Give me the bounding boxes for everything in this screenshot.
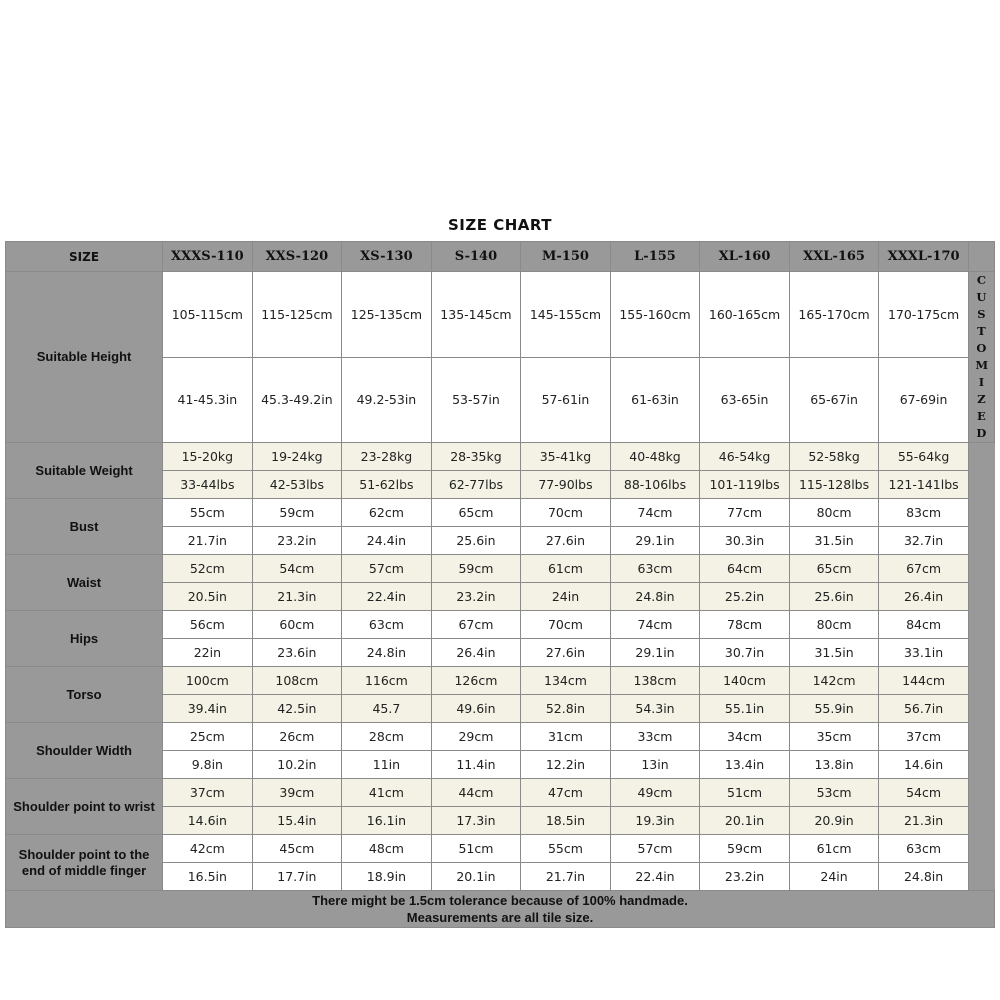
value-cell: 10.2in [252,751,342,779]
measurement-row-metric [6,499,995,527]
value-cell: 142cm [789,667,879,695]
value-cell: 21.3in [252,583,342,611]
value-cell: 67-69in [879,357,969,443]
value-cell: 17.7in [252,863,342,891]
value-cell: 59cm [700,835,790,863]
measurement-note: Measurements are all tile size. [406,910,594,925]
value-cell: 22.4in [610,863,700,891]
tolerance-note: There might be 1.5cm tolerance because of 100% handmade. [312,893,688,908]
value-cell: 62cm [342,499,432,527]
value-cell: 53-57in [431,357,521,443]
value-cell: 59cm [252,499,342,527]
value-cell: 101-119lbs [700,471,790,499]
value-cell: 24in [789,863,879,891]
header-row [6,242,995,272]
size-chart-table [5,241,995,928]
value-cell: 121-141lbs [879,471,969,499]
value-cell: 25.6in [789,583,879,611]
footer-note [6,891,995,928]
value-cell: 74cm [610,611,700,639]
value-cell: 20.5in [163,583,253,611]
value-cell: 63cm [879,835,969,863]
value-cell: 165-170cm [789,272,879,358]
measurement-row-metric [6,835,995,863]
value-cell: 78cm [700,611,790,639]
value-cell: 51cm [700,779,790,807]
value-cell: 21.3in [879,807,969,835]
value-cell: 18.9in [342,863,432,891]
value-cell: 23.2in [431,583,521,611]
measurement-label: Shoulder Width [6,723,163,779]
size-column-header: XXXS-110 [163,242,253,272]
value-cell: 26.4in [879,583,969,611]
value-cell: 64cm [700,555,790,583]
measurement-row-metric [6,443,995,471]
value-cell: 62-77lbs [431,471,521,499]
value-cell: 74cm [610,499,700,527]
customized-label: CUSTOMIZED [975,273,989,440]
value-cell: 23.6in [252,639,342,667]
value-cell: 32.7in [879,527,969,555]
value-cell: 63cm [342,611,432,639]
measurement-label: Suitable Weight [6,443,163,499]
value-cell: 100cm [163,667,253,695]
value-cell: 19-24kg [252,443,342,471]
value-cell: 67cm [879,555,969,583]
value-cell: 39cm [252,779,342,807]
measurement-label: Shoulder point to wrist [6,779,163,835]
measurement-group [6,555,995,611]
size-column-header: M-150 [521,242,611,272]
value-cell: 35-41kg [521,443,611,471]
value-cell: 61-63in [610,357,700,443]
measurement-label: Waist [6,555,163,611]
measurement-label: Bust [6,499,163,555]
value-cell: 30.3in [700,527,790,555]
value-cell: 51cm [431,835,521,863]
value-cell: 11in [342,751,432,779]
value-cell: 170-175cm [879,272,969,358]
measurement-row-metric [6,611,995,639]
value-cell: 17.3in [431,807,521,835]
value-cell: 42.5in [252,695,342,723]
value-cell: 65cm [431,499,521,527]
value-cell: 125-135cm [342,272,432,358]
value-cell: 37cm [879,723,969,751]
value-cell: 14.6in [163,807,253,835]
value-cell: 42-53lbs [252,471,342,499]
value-cell: 108cm [252,667,342,695]
value-cell: 16.5in [163,863,253,891]
size-column-header: XXXL-170 [879,242,969,272]
value-cell: 39.4in [163,695,253,723]
value-cell: 77cm [700,499,790,527]
value-cell: 47cm [521,779,611,807]
value-cell: 61cm [789,835,879,863]
value-cell: 52.8in [521,695,611,723]
value-cell: 80cm [789,499,879,527]
value-cell: 24.8in [610,583,700,611]
value-cell: 35cm [789,723,879,751]
value-cell: 37cm [163,779,253,807]
value-cell: 54cm [252,555,342,583]
value-cell: 21.7in [163,527,253,555]
value-cell: 23.2in [252,527,342,555]
measurement-label: Hips [6,611,163,667]
measurement-label: Shoulder point to the end of middle finger [6,835,163,891]
value-cell: 18.5in [521,807,611,835]
value-cell: 52cm [163,555,253,583]
value-cell: 33cm [610,723,700,751]
value-cell: 46-54kg [700,443,790,471]
value-cell: 52-58kg [789,443,879,471]
size-column-header: L-155 [610,242,700,272]
measurement-group [6,835,995,891]
value-cell: 59cm [431,555,521,583]
measurement-row-metric [6,779,995,807]
measurement-group [6,272,995,443]
value-cell: 20.1in [431,863,521,891]
measurement-group [6,499,995,555]
value-cell: 55cm [163,499,253,527]
value-cell: 54.3in [610,695,700,723]
size-column-header: XXS-120 [252,242,342,272]
value-cell: 33-44lbs [163,471,253,499]
value-cell: 22in [163,639,253,667]
value-cell: 65cm [789,555,879,583]
value-cell: 53cm [789,779,879,807]
value-cell: 16.1in [342,807,432,835]
value-cell: 57cm [342,555,432,583]
value-cell: 25cm [163,723,253,751]
value-cell: 55cm [521,835,611,863]
value-cell: 83cm [879,499,969,527]
value-cell: 29.1in [610,639,700,667]
value-cell: 77-90lbs [521,471,611,499]
value-cell: 49.6in [431,695,521,723]
value-cell: 31.5in [789,639,879,667]
value-cell: 84cm [879,611,969,639]
measurement-group [6,667,995,723]
chart-title: SIZE CHART [447,216,552,234]
value-cell: 27.6in [521,527,611,555]
value-cell: 126cm [431,667,521,695]
value-cell: 20.9in [789,807,879,835]
size-header-cell: SIZE [6,242,163,272]
value-cell: 33.1in [879,639,969,667]
value-cell: 61cm [521,555,611,583]
value-cell: 48cm [342,835,432,863]
value-cell: 88-106lbs [610,471,700,499]
value-cell: 55-64kg [879,443,969,471]
value-cell: 160-165cm [700,272,790,358]
value-cell: 19.3in [610,807,700,835]
value-cell: 54cm [879,779,969,807]
value-cell: 67cm [431,611,521,639]
value-cell: 134cm [521,667,611,695]
measurement-label: Suitable Height [6,272,163,443]
value-cell: 145-155cm [521,272,611,358]
measurement-row-metric [6,272,995,358]
measurement-group [6,779,995,835]
value-cell: 42cm [163,835,253,863]
value-cell: 51-62lbs [342,471,432,499]
value-cell: 115-128lbs [789,471,879,499]
customized-column [968,272,994,443]
value-cell: 24.4in [342,527,432,555]
value-cell: 56.7in [879,695,969,723]
value-cell: 24.8in [879,863,969,891]
value-cell: 15.4in [252,807,342,835]
size-column-header: XXL-165 [789,242,879,272]
value-cell: 27.6in [521,639,611,667]
value-cell: 155-160cm [610,272,700,358]
value-cell: 70cm [521,611,611,639]
value-cell: 80cm [789,611,879,639]
value-cell: 105-115cm [163,272,253,358]
value-cell: 56cm [163,611,253,639]
value-cell: 55.9in [789,695,879,723]
value-cell: 29.1in [610,527,700,555]
value-cell: 15-20kg [163,443,253,471]
value-cell: 13.4in [700,751,790,779]
value-cell: 138cm [610,667,700,695]
value-cell: 45.3-49.2in [252,357,342,443]
measurement-group [6,611,995,667]
value-cell: 63cm [610,555,700,583]
value-cell: 41cm [342,779,432,807]
value-cell: 28-35kg [431,443,521,471]
value-cell: 63-65in [700,357,790,443]
value-cell: 44cm [431,779,521,807]
measurement-group [6,443,995,499]
value-cell: 26cm [252,723,342,751]
value-cell: 41-45.3in [163,357,253,443]
value-cell: 57-61in [521,357,611,443]
value-cell: 26.4in [431,639,521,667]
value-cell: 14.6in [879,751,969,779]
value-cell: 115-125cm [252,272,342,358]
value-cell: 45.7 [342,695,432,723]
value-cell: 144cm [879,667,969,695]
size-column-header: XL-160 [700,242,790,272]
value-cell: 29cm [431,723,521,751]
value-cell: 11.4in [431,751,521,779]
measurement-row-metric [6,667,995,695]
value-cell: 25.6in [431,527,521,555]
value-cell: 25.2in [700,583,790,611]
measurement-group [6,723,995,779]
value-cell: 55.1in [700,695,790,723]
value-cell: 20.1in [700,807,790,835]
size-column-header: XS-130 [342,242,432,272]
value-cell: 45cm [252,835,342,863]
value-cell: 140cm [700,667,790,695]
footer-row [6,891,995,928]
value-cell: 40-48kg [610,443,700,471]
value-cell: 23.2in [700,863,790,891]
header-filler [968,242,994,272]
value-cell: 57cm [610,835,700,863]
value-cell: 31.5in [789,527,879,555]
value-cell: 13in [610,751,700,779]
value-cell: 24.8in [342,639,432,667]
measurement-row-metric [6,723,995,751]
value-cell: 70cm [521,499,611,527]
value-cell: 65-67in [789,357,879,443]
value-cell: 31cm [521,723,611,751]
measurement-row-metric [6,555,995,583]
value-cell: 49.2-53in [342,357,432,443]
value-cell: 116cm [342,667,432,695]
value-cell: 60cm [252,611,342,639]
measurement-label: Torso [6,667,163,723]
value-cell: 34cm [700,723,790,751]
value-cell: 30.7in [700,639,790,667]
value-cell: 21.7in [521,863,611,891]
value-cell: 28cm [342,723,432,751]
value-cell: 49cm [610,779,700,807]
size-column-header: S-140 [431,242,521,272]
value-cell: 22.4in [342,583,432,611]
value-cell: 24in [521,583,611,611]
value-cell: 23-28kg [342,443,432,471]
value-cell: 9.8in [163,751,253,779]
value-cell: 13.8in [789,751,879,779]
value-cell: 12.2in [521,751,611,779]
value-cell: 135-145cm [431,272,521,358]
